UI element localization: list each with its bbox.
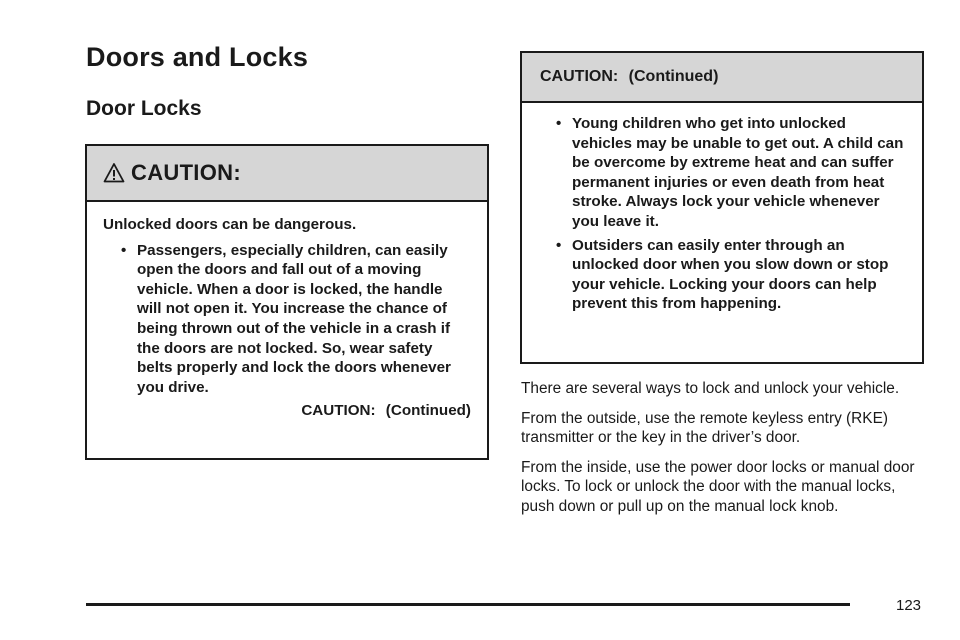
caution-continued-title: CAUTION: (Continued)	[540, 68, 719, 85]
caution-box-left	[85, 144, 489, 460]
body-text	[521, 379, 926, 527]
footer-rule	[86, 603, 850, 606]
caution-box-right	[520, 51, 924, 364]
caution-body	[87, 202, 487, 421]
caution-bullet: • Young children who get into unlocked vehicles may be unable to get out. A child can be overcome by extreme heat and can suffer permanent injuries or even death from heat stroke. Always lock your vehicle whenever you leave it.	[538, 114, 906, 232]
caution-title: CAUTION:	[131, 160, 241, 185]
paragraph: From the inside, use the power door locks or manual door locks. To lock or unlock the door with the manual locks, push down or pull up on the manual lock knob.	[521, 458, 915, 515]
caution-header	[87, 146, 487, 202]
caution-bullets	[103, 241, 471, 398]
caution-body	[522, 103, 922, 314]
caution-bullet: • Passengers, especially children, can easily open the doors and fall out of a moving vehicle. When a door is locked, the handle will not open it. You increase the chance of being thrown out of the vehicle in a crash if the doors are not locked. So, wear safety belts properly and lock the doors whenever you drive.	[103, 241, 471, 398]
caution-lead: Unlocked doors can be dangerous.	[103, 216, 357, 233]
caution-bullet: • Outsiders can easily enter through an unlocked door when you slow down or stop your vehicle. Locking your doors can help prevent this from happening.	[538, 236, 906, 314]
caution-continued-header	[522, 53, 922, 103]
caution-continued: CAUTION: (Continued)	[301, 402, 471, 420]
paragraph: From the outside, use the remote keyless entry (RKE) transmitter or the key in the driver’s door.	[521, 409, 888, 447]
caution-bullets	[538, 114, 906, 314]
section-heading: Doors and Locks	[86, 42, 309, 72]
paragraph: There are several ways to lock and unlock your vehicle.	[521, 380, 900, 397]
subsection-heading: Door Locks	[86, 97, 202, 120]
page-number: 123	[896, 597, 922, 614]
warning-triangle-icon	[103, 162, 125, 184]
